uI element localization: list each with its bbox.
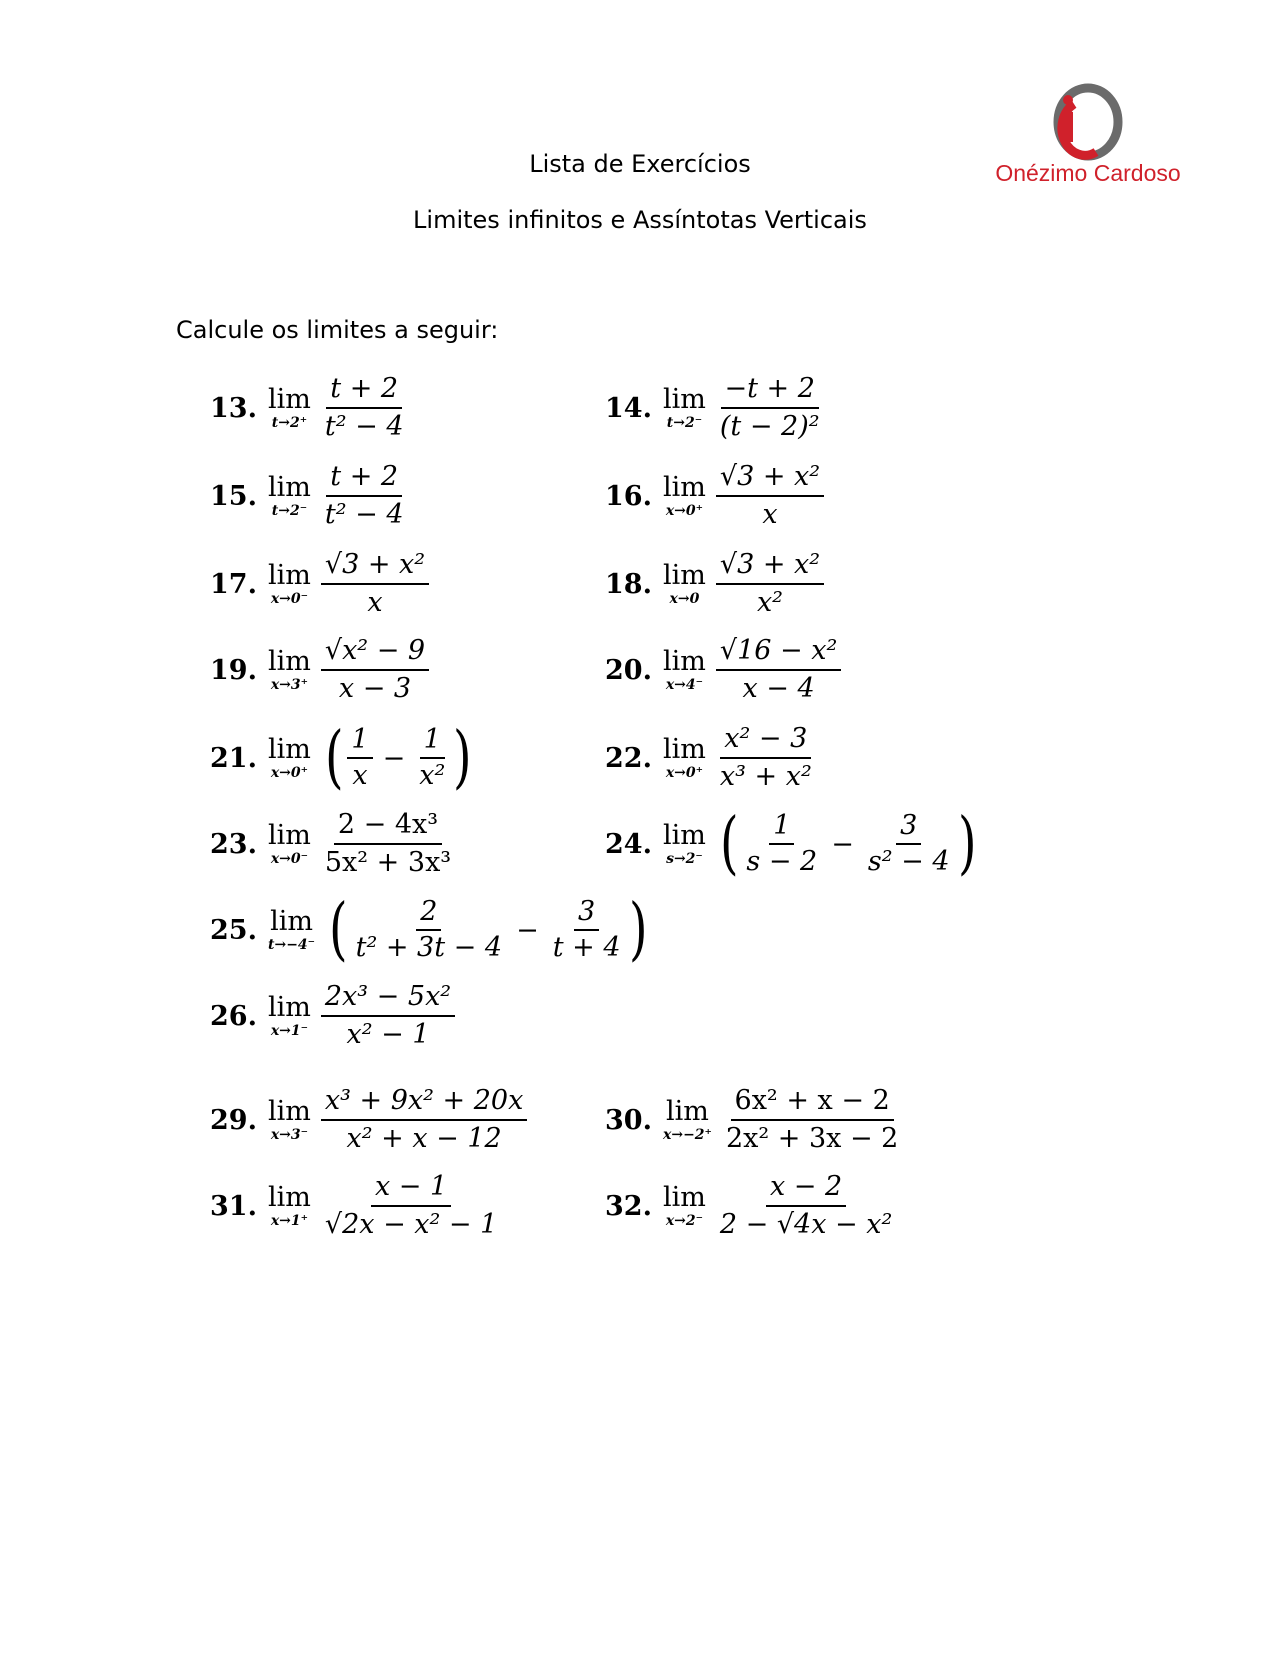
denominator: t² + 3t − 4	[355, 932, 503, 963]
exercise-number: 21.	[210, 742, 257, 774]
lim-word: lim	[663, 734, 706, 765]
numerator: 3	[896, 809, 921, 845]
lim-subscript: x→2⁻	[665, 1213, 704, 1229]
lim-word: lim	[268, 472, 311, 503]
exercise-number: 22.	[605, 742, 652, 774]
left-paren: (	[329, 890, 348, 969]
lim-subscript: s→2⁻	[666, 851, 703, 867]
exercise-number: 20.	[605, 654, 652, 686]
exercise-number: 13.	[210, 392, 257, 424]
exercise-number: 25.	[210, 914, 257, 946]
numerator: x² − 3	[720, 721, 811, 759]
numerator: t + 2	[326, 459, 402, 497]
lim-word: lim	[268, 1096, 311, 1127]
denominator: x²	[756, 587, 784, 618]
lim-word: lim	[663, 472, 706, 503]
right-paren: )	[957, 804, 977, 883]
lim-subscript: x→0⁺	[270, 765, 309, 781]
page-subtitle: Limites infinitos e Assíntotas Verticais	[413, 206, 867, 234]
denominator: x²	[419, 760, 446, 791]
minus-sign: −	[382, 742, 406, 774]
denominator: x² + x − 12	[346, 1123, 502, 1154]
exercise-number: 17.	[210, 568, 257, 600]
minus-sign: −	[516, 914, 539, 946]
exercise-16	[605, 456, 824, 536]
denominator: x² − 1	[346, 1019, 430, 1050]
numerator: 3	[574, 895, 599, 931]
lim-word: lim	[268, 734, 311, 765]
lim-subscript: x→3⁻	[270, 1127, 309, 1143]
denominator: t² − 4	[324, 411, 404, 442]
exercise-number: 32.	[605, 1190, 652, 1222]
lim-subscript: t→2⁺	[271, 415, 308, 431]
exercise-number: 29.	[210, 1104, 257, 1136]
lim-subscript: t→2⁻	[666, 415, 703, 431]
denominator: x	[352, 760, 368, 791]
numerator: x − 2	[766, 1169, 846, 1207]
denominator: x³ + x²	[719, 761, 812, 792]
lim-word: lim	[268, 1182, 311, 1213]
lim-subscript: x→0⁺	[665, 765, 704, 781]
brand-logo	[978, 82, 1198, 192]
right-paren: )	[628, 890, 648, 969]
lim-subscript: t→2⁻	[271, 503, 308, 519]
exercise-number: 23.	[210, 828, 257, 860]
numerator: 2x³ − 5x²	[321, 979, 455, 1017]
denominator: x − 3	[338, 673, 412, 704]
exercise-23	[210, 804, 455, 884]
denominator: x	[762, 499, 778, 530]
lim-word: lim	[663, 384, 706, 415]
exercise-number: 14.	[605, 392, 652, 424]
lim-subscript: t→−4⁻	[268, 937, 316, 953]
lim-word: lim	[268, 560, 311, 591]
numerator: 2	[416, 895, 441, 931]
exercise-22	[605, 718, 816, 798]
exercise-32	[605, 1166, 896, 1246]
exercise-17	[210, 544, 429, 624]
lim-subscript: x→0⁺	[665, 503, 704, 519]
denominator: s² − 4	[867, 846, 950, 877]
denominator: t² − 4	[324, 499, 404, 530]
exercise-29	[210, 1080, 527, 1160]
numerator: √3 + x²	[321, 547, 429, 585]
numerator: 1	[420, 723, 445, 759]
lim-word: lim	[663, 560, 706, 591]
exercise-number: 31.	[210, 1190, 257, 1222]
exercise-30	[605, 1080, 902, 1160]
numerator: 1	[769, 809, 794, 845]
numerator: t + 2	[326, 371, 402, 409]
numerator: x³ + 9x² + 20x	[321, 1083, 527, 1121]
numerator: 6x² + x − 2	[731, 1083, 894, 1121]
denominator: s − 2	[746, 846, 818, 877]
denominator: (t − 2)²	[719, 411, 820, 442]
logo-mark-icon	[978, 82, 1198, 162]
lim-subscript: x→1⁻	[270, 1023, 309, 1039]
right-paren: )	[453, 718, 472, 797]
exercise-13	[210, 368, 408, 448]
exercise-26	[210, 976, 455, 1056]
numerator: 1	[347, 723, 372, 759]
lim-subscript: x→0⁻	[270, 591, 309, 607]
exercise-18	[605, 544, 824, 624]
lim-word: lim	[663, 820, 706, 851]
lim-subscript: x→3⁺	[270, 677, 309, 693]
lim-word: lim	[268, 646, 311, 677]
denominator: t + 4	[552, 932, 621, 963]
left-paren: (	[324, 718, 344, 797]
numerator: √3 + x²	[716, 459, 824, 497]
exercise-31	[210, 1166, 501, 1246]
lim-subscript: x→−2⁺	[663, 1127, 712, 1143]
denominator: 2x² + 3x − 2	[725, 1123, 899, 1154]
lim-word: lim	[268, 992, 311, 1023]
exercise-14	[605, 368, 824, 448]
left-paren: (	[719, 804, 739, 883]
numerator: √16 − x²	[716, 633, 841, 671]
lim-word: lim	[270, 906, 313, 937]
exercise-25	[210, 890, 651, 970]
exercise-20	[605, 630, 841, 710]
denominator: √2x − x² − 1	[324, 1209, 498, 1240]
exercise-21	[210, 718, 476, 798]
exercise-19	[210, 630, 429, 710]
lim-word: lim	[268, 820, 311, 851]
numerator: √3 + x²	[716, 547, 824, 585]
lim-word: lim	[666, 1096, 709, 1127]
exercise-number: 19.	[210, 654, 257, 686]
instruction-text: Calcule os limites a seguir:	[176, 316, 499, 344]
exercise-number: 26.	[210, 1000, 257, 1032]
exercise-number: 15.	[210, 480, 257, 512]
exercise-number: 16.	[605, 480, 652, 512]
page-title: Lista de Exercícios	[529, 150, 751, 178]
numerator: x − 1	[371, 1169, 451, 1207]
numerator: 2 − 4x³	[334, 807, 442, 845]
exercise-24	[605, 804, 980, 884]
minus-sign: −	[831, 828, 854, 860]
lim-subscript: x→4⁻	[665, 677, 704, 693]
lim-subscript: x→0	[669, 591, 700, 607]
denominator: 5x² + 3x³	[324, 847, 452, 878]
exercise-number: 24.	[605, 828, 652, 860]
brand-name: Onézimo Cardoso	[995, 160, 1181, 186]
denominator: x	[367, 587, 383, 618]
exercise-number: 30.	[605, 1104, 652, 1136]
exercise-number: 18.	[605, 568, 652, 600]
lim-subscript: x→1⁺	[270, 1213, 309, 1229]
denominator: x − 4	[742, 673, 815, 704]
lim-word: lim	[663, 646, 706, 677]
numerator: −t + 2	[721, 371, 819, 409]
lim-subscript: x→0⁻	[270, 851, 309, 867]
lim-word: lim	[268, 384, 311, 415]
numerator: √x² − 9	[321, 633, 429, 671]
exercise-15	[210, 456, 408, 536]
lim-word: lim	[663, 1182, 706, 1213]
denominator: 2 − √4x − x²	[719, 1209, 893, 1240]
